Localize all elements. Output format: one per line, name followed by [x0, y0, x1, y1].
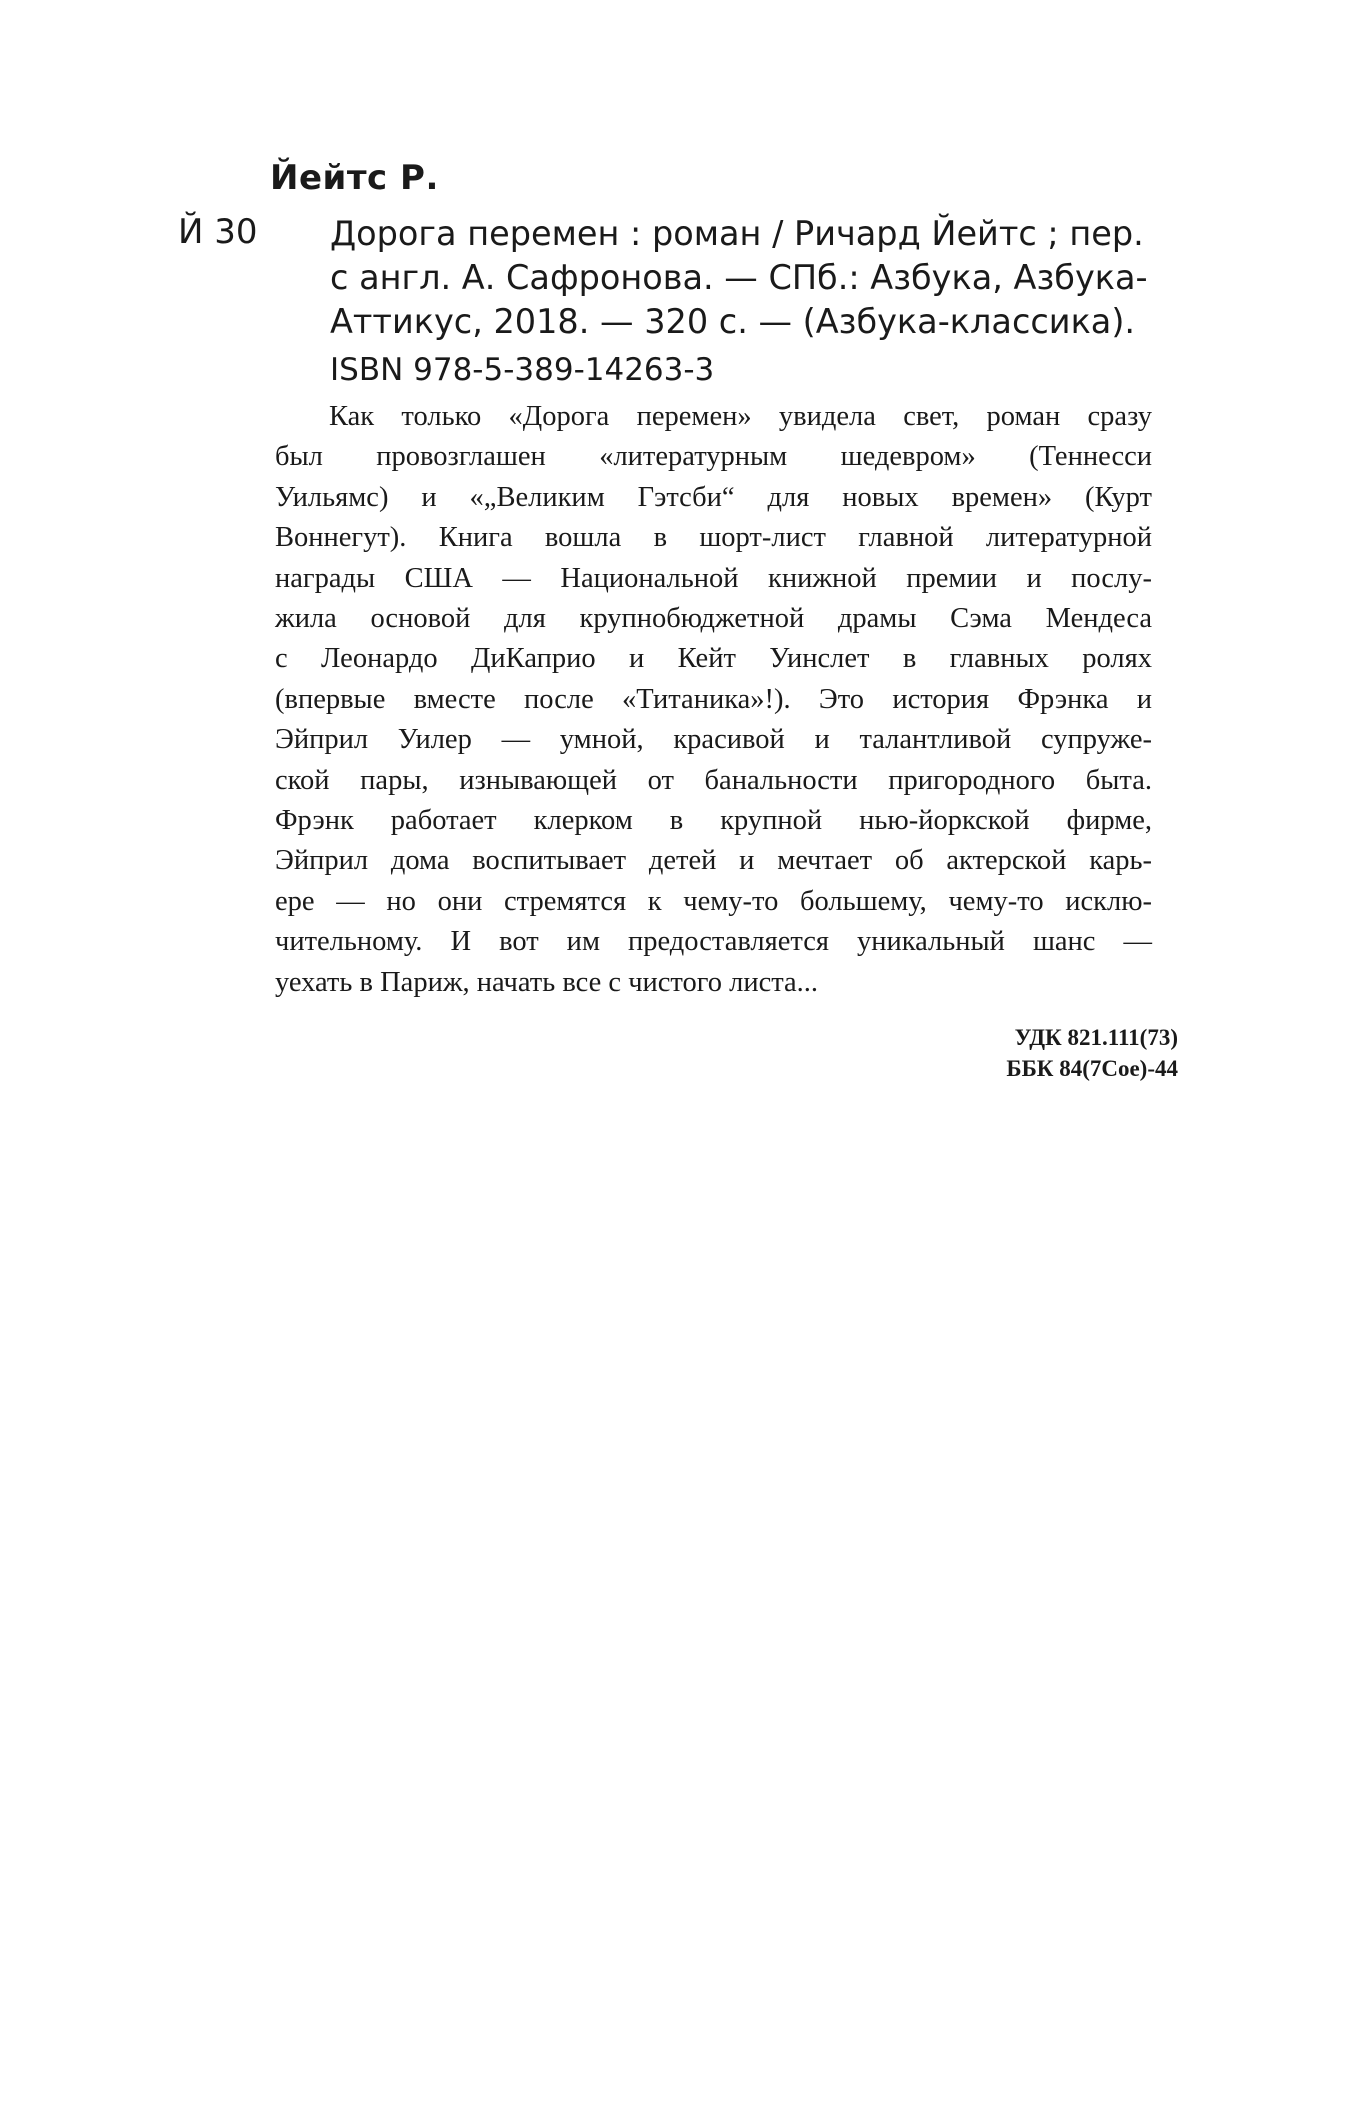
annotation-line: Воннегут). Книга вошла в шорт-лист главной литературной [275, 522, 1152, 554]
annotation-line: уехать в Париж, начать все с чистого листа... [275, 966, 819, 998]
annotation-line: чительному. И вот им предоставляется уникальный шанс — [275, 926, 1152, 958]
annotation-line: Уильямс) и «„Великим Гэтсби“ для новых времен» (Курт [275, 481, 1152, 513]
annotation-line: Эйприл Уилер — умной, красивой и талантливой супруже- [275, 724, 1152, 756]
annotation-line: Эйприл дома воспитывает детей и мечтает об актерской карь- [275, 845, 1152, 877]
annotation-line: ере — но они стремятся к чему-то большему, чему-то исклю- [275, 885, 1152, 917]
udk-index: УДК 821.111(73) [1014, 1025, 1178, 1050]
isbn-number: ISBN 978-5-389-14263-3 [330, 352, 715, 388]
annotation-line: ской пары, изнывающей от банальности пригородного быта. [275, 764, 1152, 796]
classification-indices [1006, 1022, 1178, 1084]
annotation-line: жила основой для крупнобюджетной драмы Сэма Мендеса [275, 603, 1152, 635]
bbk-index: ББК 84(7Сое)-44 [1006, 1056, 1178, 1081]
annotation-line: был провозглашен «литературным шедевром» (Теннесси [275, 441, 1152, 473]
bibliographic-description [330, 212, 1152, 344]
author-mark: Й 30 [178, 212, 258, 252]
description-line: Аттикус, 2018. — 320 с. — (Азбука-классика). [330, 302, 1136, 341]
annotation-line: с Леонардо ДиКаприо и Кейт Уинслет в главных ролях [275, 643, 1152, 675]
annotation-line: Как только «Дорога перемен» увидела свет, роман сразу [329, 401, 1152, 432]
annotation-text [275, 397, 1152, 1003]
annotation-line: награды США — Национальной книжной премии и послу- [275, 562, 1152, 594]
author-heading: Йейтс Р. [270, 158, 439, 198]
annotation-line: Фрэнк работает клерком в крупной нью-йоркской фирме, [275, 805, 1152, 837]
description-line: Дорога перемен : роман / Ричард Йейтс ; пер. [330, 214, 1144, 253]
annotation-line: (впервые вместе после «Титаника»!). Это история Фрэнка и [275, 683, 1152, 715]
description-line: с англ. А. Сафронова. — СПб.: Азбука, Азбука- [330, 258, 1148, 297]
